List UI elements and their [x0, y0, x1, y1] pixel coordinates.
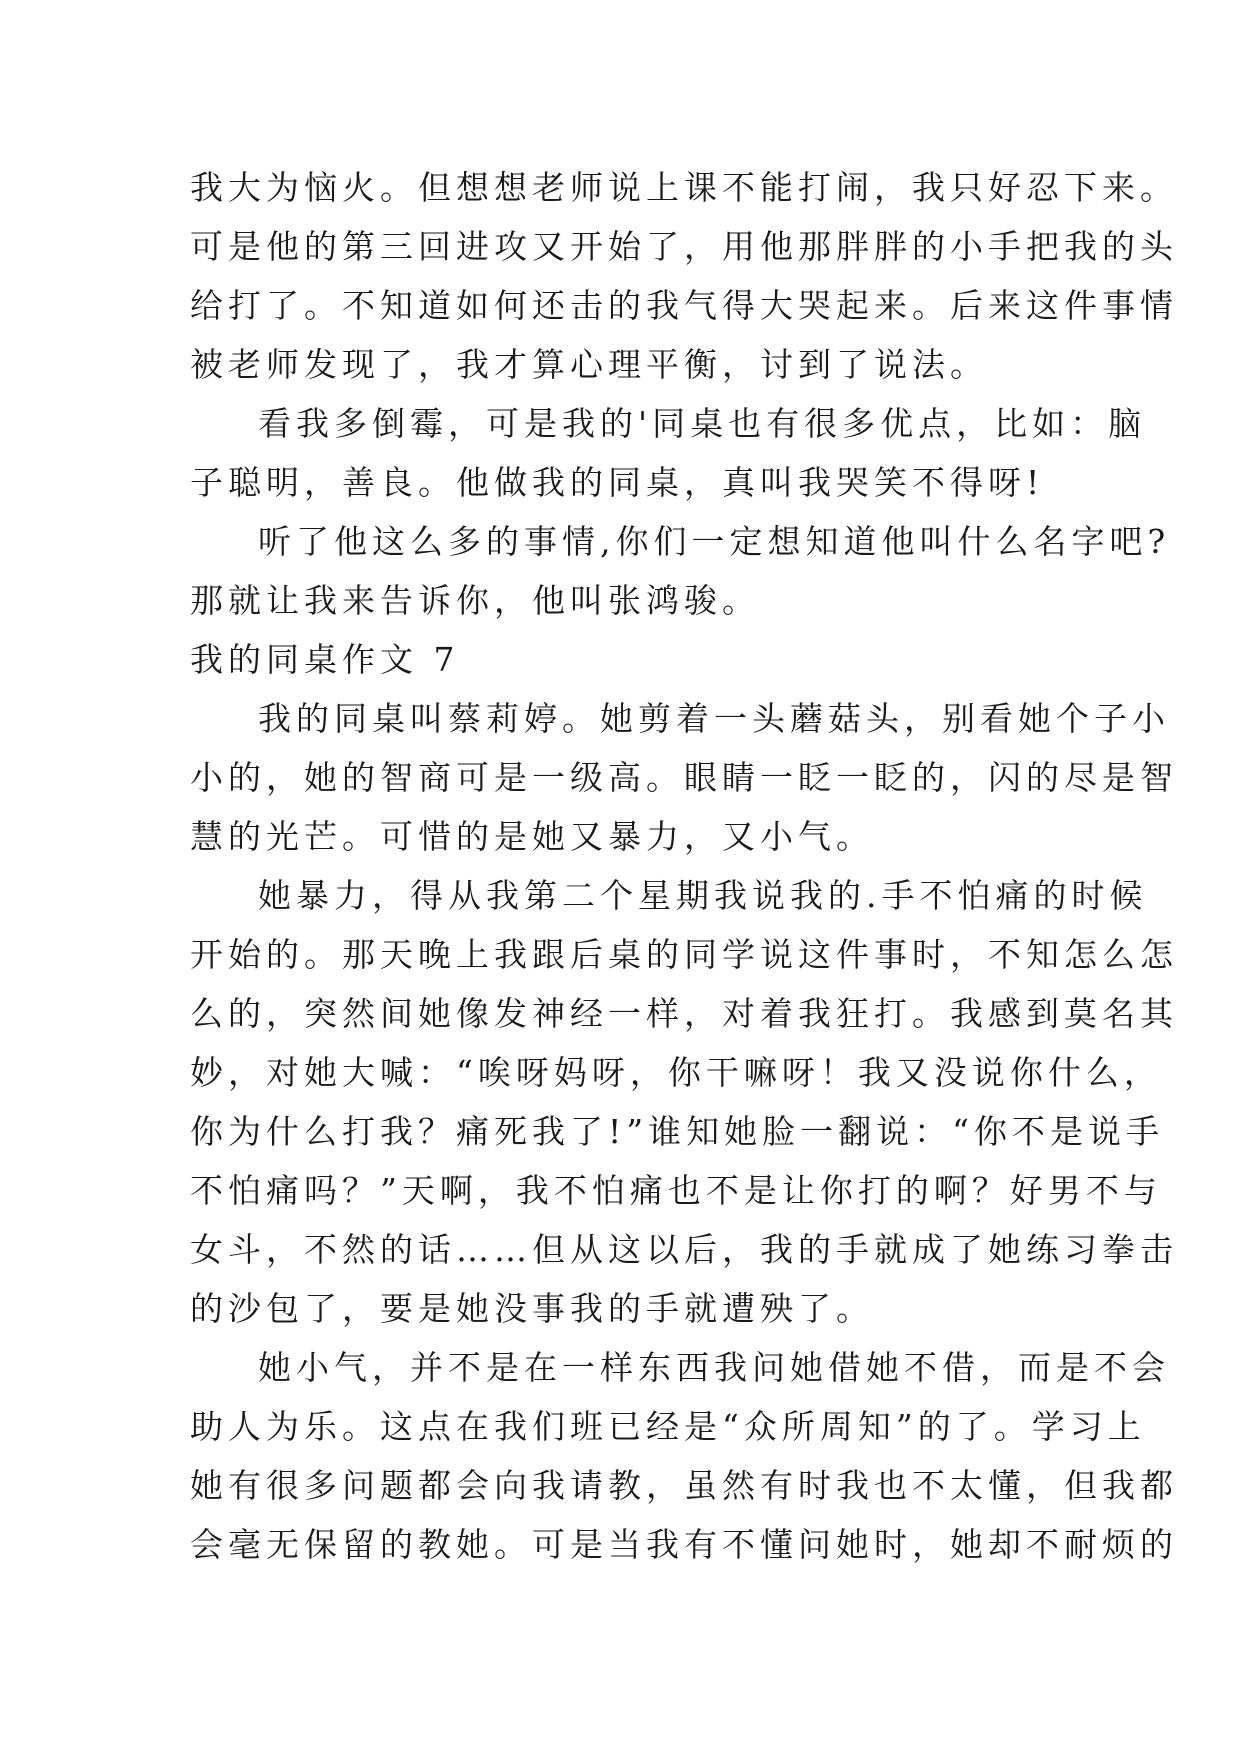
text-line: 她有很多问题都会向我请教，虽然有时我也不太懂，但我都: [190, 1466, 1178, 1505]
text-line: 被老师发现了，我才算心理平衡，讨到了说法。: [190, 345, 988, 384]
paragraph-start-line: 我的同桌叫蔡莉婷。她剪着一头蘑菇头，别看她个子小: [258, 699, 1170, 738]
paragraph-start-line: 看我多倒霉，可是我的'同桌也有很多优点，比如：脑: [258, 404, 1147, 443]
text-line: 会毫无保留的教她。可是当我有不懂问她时，她却不耐烦的: [190, 1525, 1178, 1564]
text-line: 妙，对她大喊：“唉呀妈呀，你干嘛呀！我又没说你什么，: [190, 1053, 1162, 1092]
text-line: 那就让我来告诉你，他叫张鸿骏。: [190, 581, 760, 620]
text-line: 给打了。不知道如何还击的我气得大哭起来。后来这件事情: [190, 286, 1178, 325]
text-line: 么的，突然间她像发神经一样，对着我狂打。我感到莫名其: [190, 994, 1178, 1033]
text-line: 的沙包了，要是她没事我的手就遭殃了。: [190, 1289, 874, 1328]
text-line: 子聪明，善良。他做我的同桌，真叫我哭笑不得呀!: [190, 463, 1045, 502]
document-body: [190, 158, 1178, 1574]
text-line: 你为什么打我？痛死我了!”谁知她脸一翻说：“你不是说手: [190, 1112, 1165, 1151]
text-line: 助人为乐。这点在我们班已经是“众所周知”的了。学习上: [190, 1407, 1146, 1446]
text-line: 慧的光芒。可惜的是她又暴力，又小气。: [190, 817, 874, 856]
text-line: 不怕痛吗？”天啊，我不怕痛也不是让你打的啊？好男不与: [190, 1171, 1162, 1210]
text-line: 开始的。那天晚上我跟后桌的同学说这件事时，不知怎么怎: [190, 935, 1178, 974]
paragraph-start-line: 她小气，并不是在一样东西我问她借她不借，而是不会: [258, 1348, 1170, 1387]
text-line: 小的，她的智商可是一级高。眼睛一眨一眨的，闪的尽是智: [190, 758, 1178, 797]
paragraph-start-line: 听了他这么多的事情,你们一定想知道他叫什么名字吧?: [258, 522, 1171, 561]
paragraph-start-line: 她暴力，得从我第二个星期我说我的.手不怕痛的时候: [258, 876, 1148, 915]
text-line: 可是他的第三回进攻又开始了，用他那胖胖的小手把我的头: [190, 227, 1178, 266]
text-line: 我大为恼火。但想想老师说上课不能打闹，我只好忍下来。: [190, 168, 1178, 207]
section-heading: 我的同桌作文 7: [190, 640, 460, 679]
text-line: 女斗，不然的话……但从这以后，我的手就成了她练习拳击: [190, 1230, 1178, 1269]
